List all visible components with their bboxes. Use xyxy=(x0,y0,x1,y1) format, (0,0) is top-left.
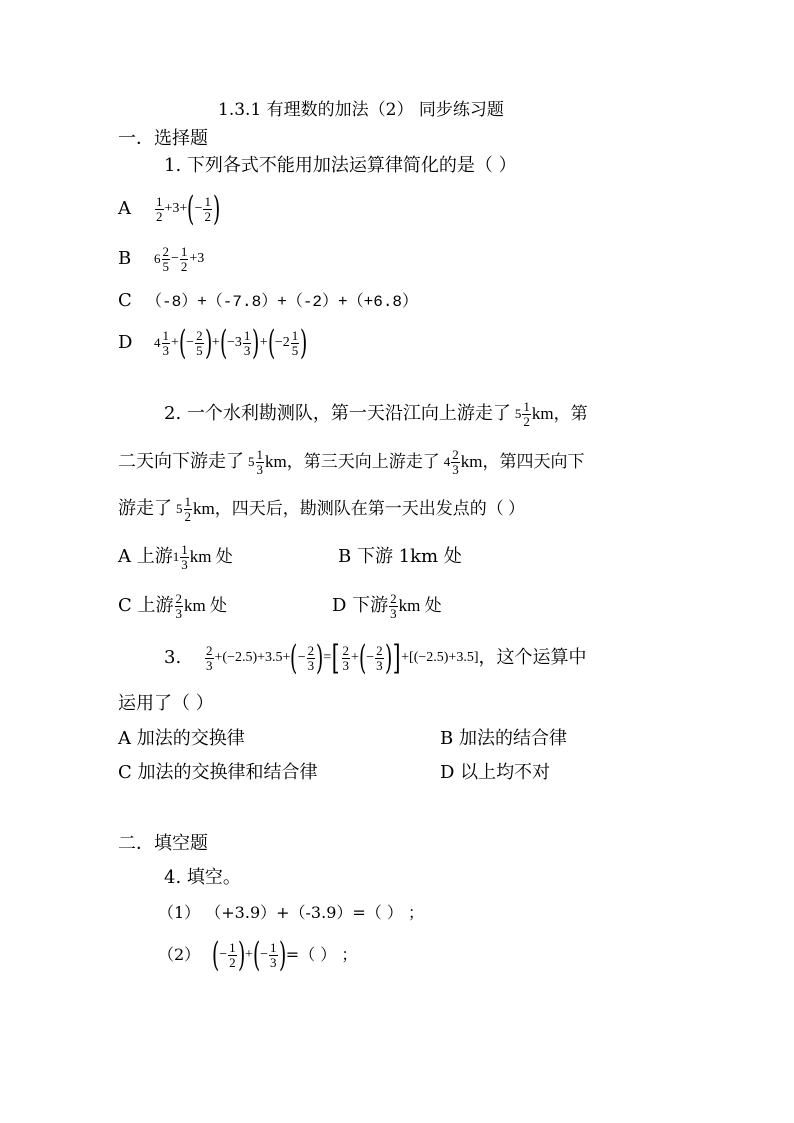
q3-option-a: A 加法的交换律 xyxy=(118,728,245,749)
q4-item-1: （1） （+3.9）+（-3.9）=（ ） ； xyxy=(158,903,424,922)
q2-text: km，第四天向下 xyxy=(460,452,585,471)
q2-option-d: D 下游 $\frac{2}{3}$ km 处 xyxy=(332,590,442,621)
fraction: $\frac{1}{2}$ xyxy=(156,193,163,224)
q1-option-a: A $\frac{1}{2}$ +3+ ( − $\frac{1}{2}$ ) xyxy=(118,189,221,229)
q3-option-b: B 加法的结合律 xyxy=(440,728,567,749)
q2-option-text: km 处 xyxy=(184,596,227,615)
q2-line-2: 二天向下游走了 5 $\frac{1}{3}$ km，第三天向上游走了 4 $\frac{2}{3}$ km，第四天向下 xyxy=(118,446,585,477)
q2-option-b: B 下游 1km 处 xyxy=(338,546,462,567)
option-letter: B xyxy=(118,248,132,269)
q2-text: km，四天后，勘测队在第一天出发点的（ ） xyxy=(193,499,525,518)
q2-text: km，第三天向上游走了 xyxy=(265,452,440,471)
doc-title: 1.3.1 有理数的加法（2） 同步练习题 xyxy=(218,100,504,120)
q2-option-text: km 处 xyxy=(398,596,442,615)
q3-line-1: 3. $\frac{2}{3}$ + (−2.5)+3.5+ ( − $\frac{2}{3}$ ) = [ $\frac{2}{3}$ + ( − $\frac{2}{3}$ ) ] +[(−2.5)+3.5] ，这个运算中 xyxy=(164,638,587,678)
q2-text: 游走了 xyxy=(118,498,172,519)
q2-line-3: 游走了 5 $\frac{1}{2}$ km，四天后，勘测队在第一天出发点的（ ） xyxy=(118,493,525,524)
section-heading-fill: 二．填空题 xyxy=(118,833,208,854)
q2-text: km，第 xyxy=(531,404,588,423)
q2-option-text: C 上游 xyxy=(118,595,174,616)
q3-number: 3. xyxy=(164,647,182,668)
q4-text: =（ ） ； xyxy=(285,945,358,964)
q3-text: ，这个运算中 xyxy=(478,647,587,668)
option-letter: A xyxy=(118,198,131,219)
q2-option-text: km 处 xyxy=(189,547,233,566)
q3-option-d: D 以上均不对 xyxy=(440,762,551,783)
q2-text: 二天向下游走了 xyxy=(118,451,244,472)
option-letter: C xyxy=(118,290,132,311)
question-4-stem: 4. 填空。 xyxy=(164,867,241,888)
q1-option-b: B 6 $\frac{2}{5}$ − $\frac{1}{2}$ +3 xyxy=(118,243,205,274)
q1-option-d: D 4 $\frac{1}{3}$ + ( − $\frac{2}{5}$ ) + ( −3 $\frac{1}{3}$ ) + ( −2 $\frac{1}{5}$ ) xyxy=(118,323,308,363)
question-1-stem: 1. 下列各式不能用加法运算律简化的是（ ） xyxy=(164,155,517,176)
q2-option-c: C 上游 $\frac{2}{3}$ km 处 xyxy=(118,590,227,621)
option-letter: D xyxy=(118,332,133,353)
q2-text: 2. 一个水利勘测队，第一天沿江向上游走了 xyxy=(164,403,511,424)
q1-option-c xyxy=(118,289,418,314)
q4-item-2: （2） ( − $\frac{1}{2}$ ) + ( − $\frac{1}{3}$ ) =（ ） ； xyxy=(158,935,358,975)
option-c-expression: （-8）+（-7.8）+（-2）+（+6.8） xyxy=(146,293,419,311)
q2-option-text: A 上游 xyxy=(118,546,173,567)
q4-item-label: （2） xyxy=(158,945,201,964)
q3-line-2: 运用了（ ） xyxy=(118,693,214,714)
q2-option-text: D 下游 xyxy=(332,595,389,616)
q2-option-a: A 上游 1 $\frac{1}{3}$ km 处 xyxy=(118,541,233,572)
section-heading-choice: 一．选择题 xyxy=(118,128,208,149)
q2-line-1: 2. 一个水利勘测队，第一天沿江向上游走了 5 $\frac{1}{2}$ km，第 xyxy=(164,398,588,429)
q3-option-c: C 加法的交换律和结合律 xyxy=(118,762,318,783)
